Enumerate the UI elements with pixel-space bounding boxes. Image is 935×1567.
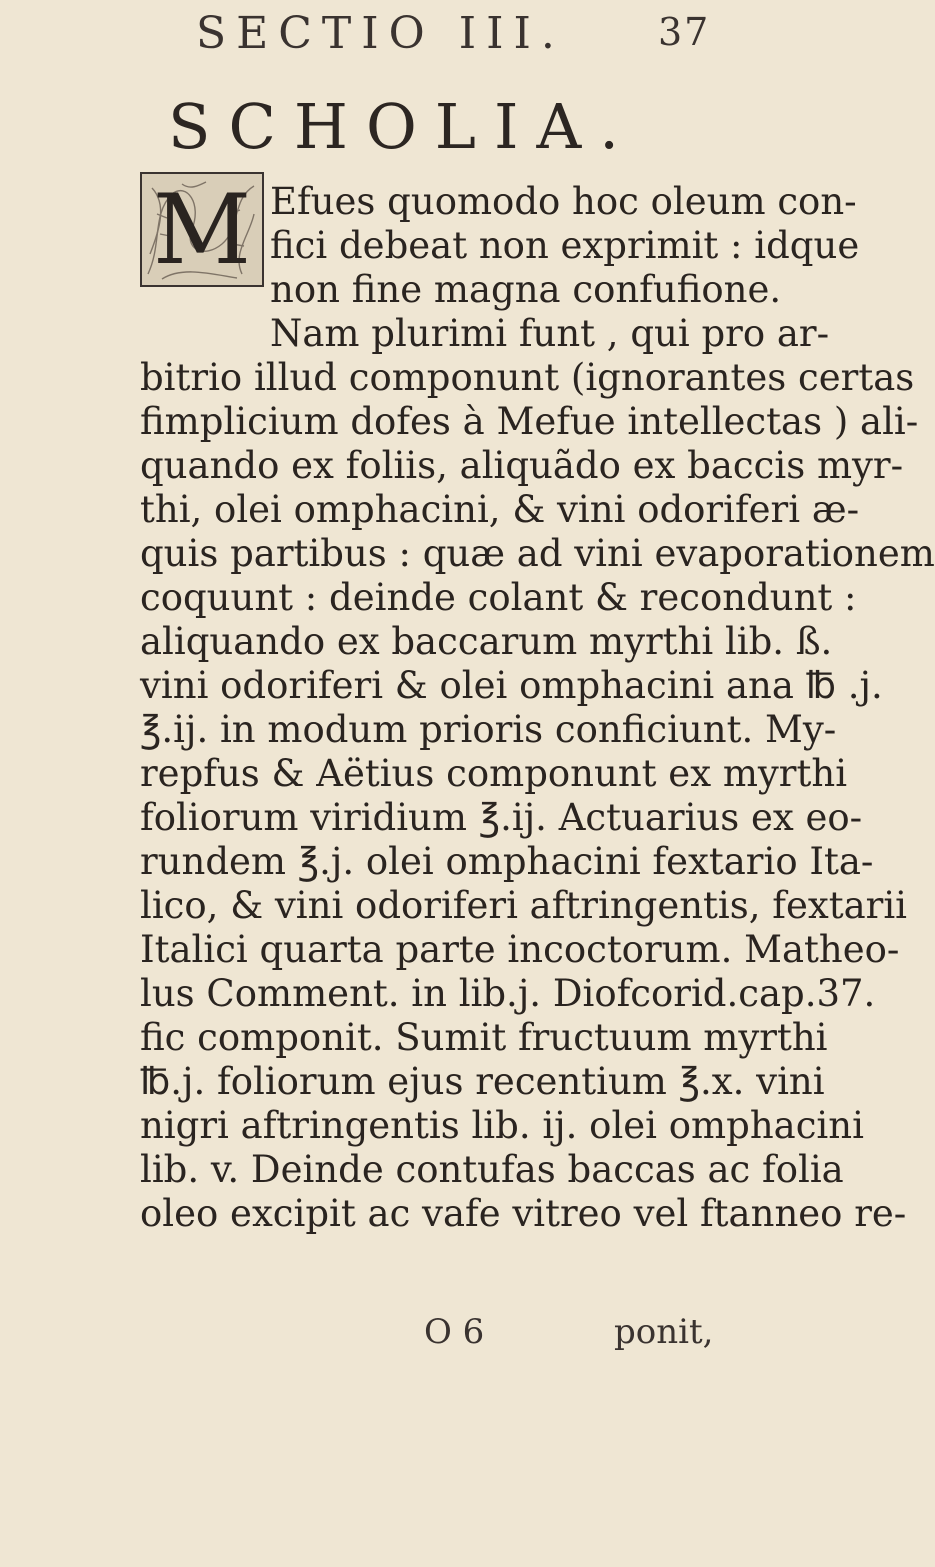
text-line: lib. v. Deinde contufas baccas ac folia xyxy=(140,1148,844,1191)
text-line: quis partibus : quæ ad vini evaporationem xyxy=(140,532,935,575)
text-line: aliquando ex baccarum myrthi lib. ß. xyxy=(140,620,833,663)
text-line: ℔.j. foliorum ejus recentium ℥.x. vini xyxy=(140,1060,825,1103)
text-line: thi, olei omphacini, & vini odoriferi æ- xyxy=(140,488,860,531)
text-line: quando ex foliis, aliquãdo ex baccis myr- xyxy=(140,444,904,487)
text-line: nigri aftringentis lib. ij. olei omphacini xyxy=(140,1104,864,1147)
text-line: oleo excipit ac vafe vitreo vel ftanneo re- xyxy=(140,1192,907,1235)
text-line: repfus & Aëtius componunt ex myrthi xyxy=(140,752,848,795)
text-line: Italici quarta parte incoctorum. Matheo- xyxy=(140,928,900,971)
text-line: Efues quomodo hoc oleum con- xyxy=(270,180,857,223)
text-line: fic componit. Sumit fructuum myrthi xyxy=(140,1016,828,1059)
text-line: lico, & vini odoriferi aftringentis, fextarii xyxy=(140,884,908,927)
text-line: fimplicium dofes à Mefue intellectas ) ali- xyxy=(140,400,919,443)
catchword: ponit, xyxy=(614,1312,714,1352)
decorated-initial xyxy=(140,172,264,287)
signature-mark: O 6 xyxy=(424,1312,485,1352)
text-line: rundem ℥.j. olei omphacini fextario Ita- xyxy=(140,840,874,883)
text-line: lus Comment. in lib.j. Diofcorid.cap.37. xyxy=(140,972,876,1015)
running-head: SECTIO III. xyxy=(196,8,565,59)
text-line: ℥.ij. in modum prioris conficiunt. My- xyxy=(140,708,837,751)
text-line: coquunt : deinde colant & recondunt : xyxy=(140,576,857,619)
text-line: Nam plurimi funt , qui pro ar- xyxy=(270,312,830,355)
text-line: fici debeat non exprimit : idque xyxy=(270,224,860,267)
text-line: non fine magna confufione. xyxy=(270,268,782,311)
text-line: foliorum viridium ℥.ij. Actuarius ex eo- xyxy=(140,796,863,839)
section-title: SCHOLIA. xyxy=(168,90,637,163)
text-line: vini odoriferi & olei omphacini ana ℔ .j. xyxy=(140,664,883,707)
drop-cap-letter: M xyxy=(152,173,252,286)
text-line: bitrio illud componunt (ignorantes certas xyxy=(140,356,915,399)
page-number: 37 xyxy=(658,10,711,54)
